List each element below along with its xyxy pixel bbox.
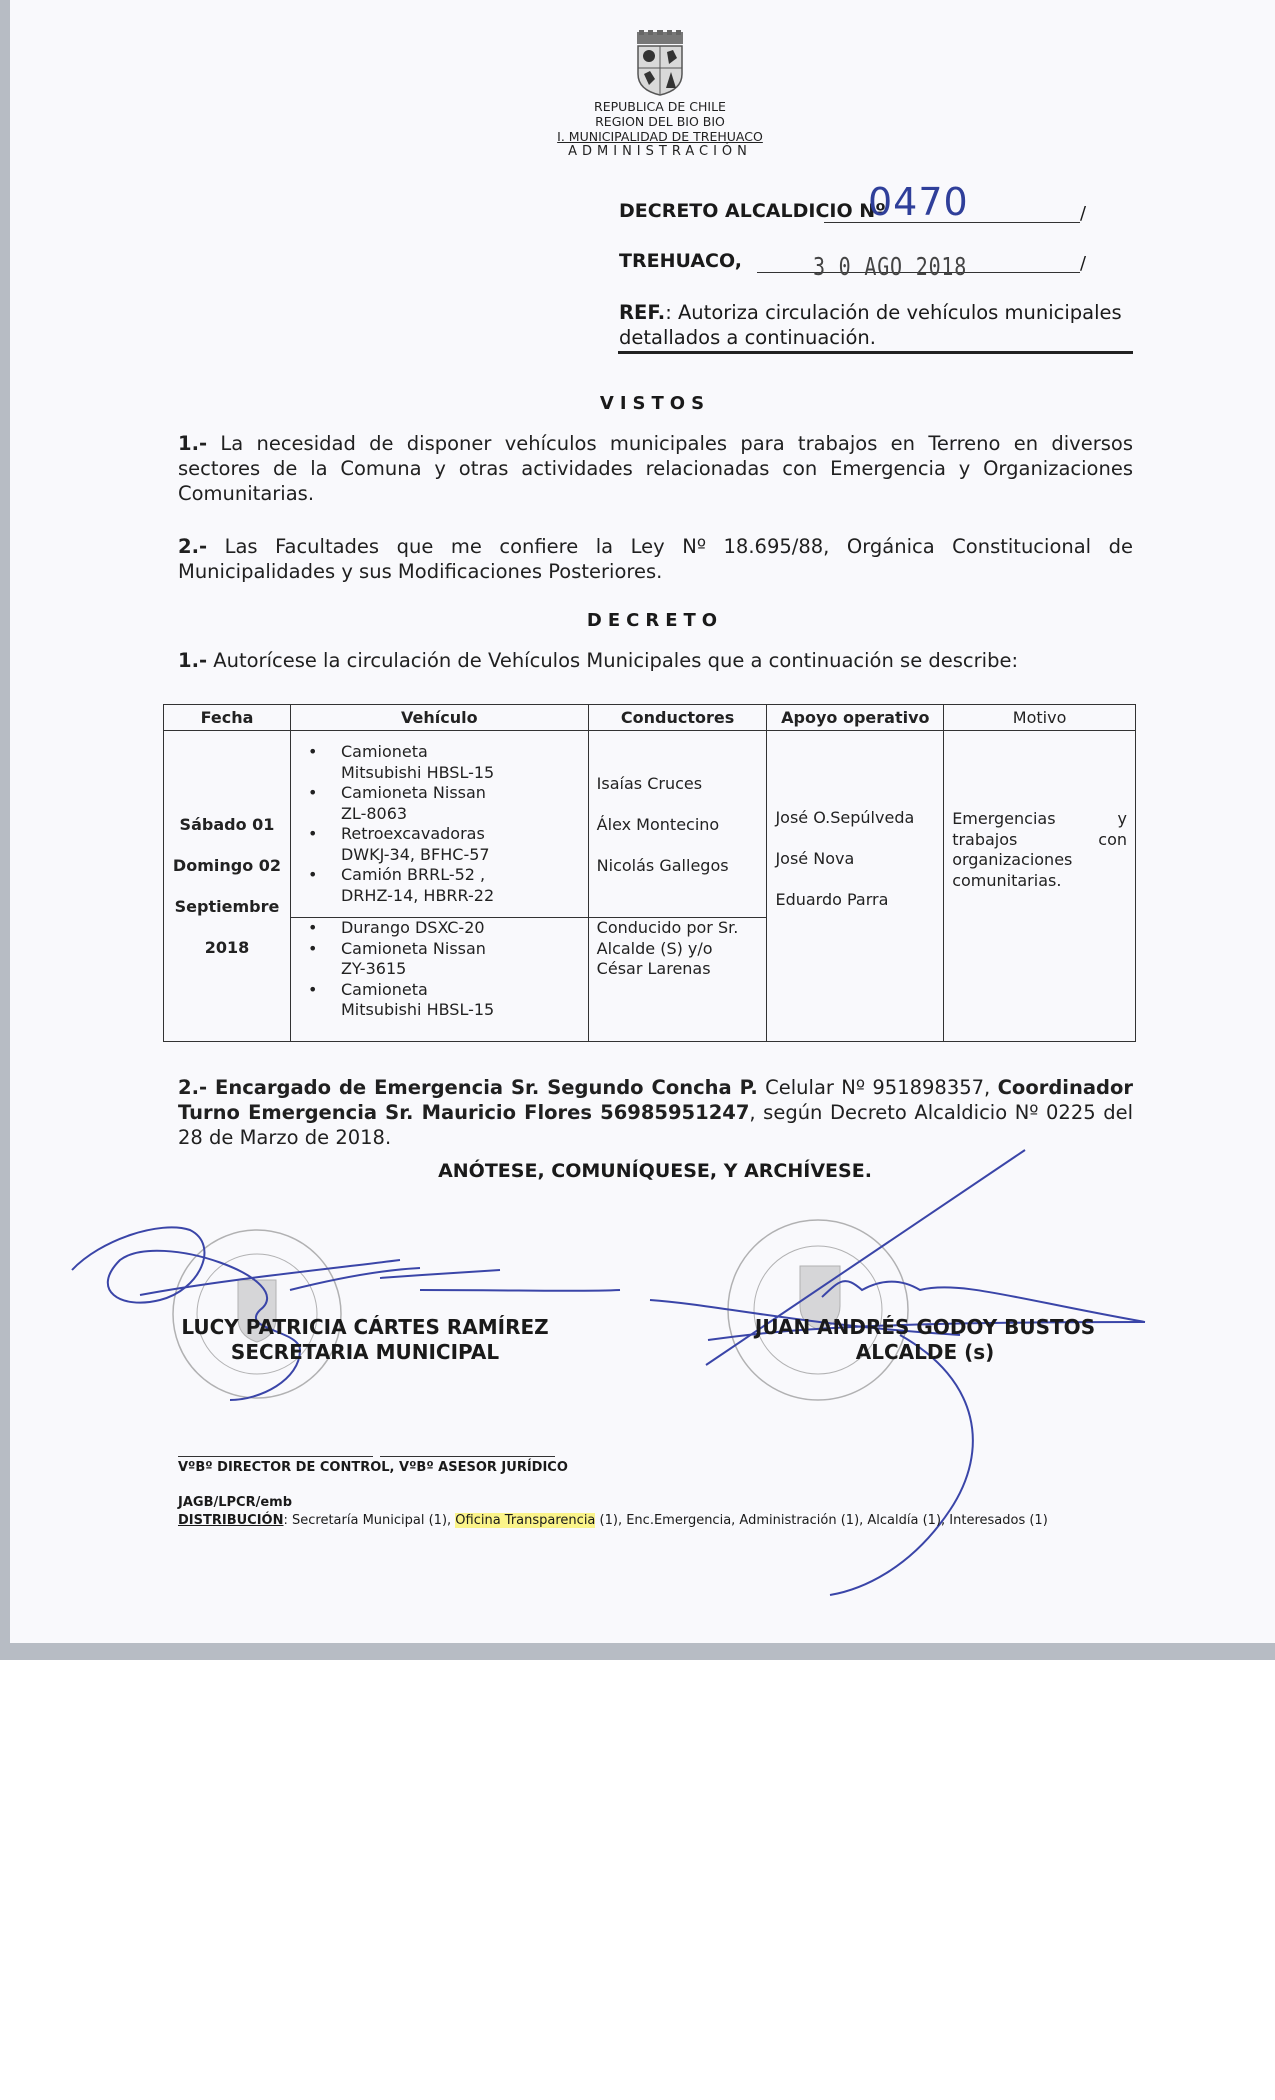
header-fecha: Fecha xyxy=(164,705,291,731)
right-signatory xyxy=(690,1315,1160,1365)
item-number: 2.- xyxy=(178,1076,208,1099)
vb-signature-line-legal xyxy=(380,1456,555,1457)
vehicle-item: • Camioneta Nissan ZL-8063 xyxy=(291,783,511,824)
distribution-label: DISTRIBUCIÓN xyxy=(178,1513,284,1528)
apoyo-name: Eduardo Parra xyxy=(775,890,889,909)
right-signatory-title: ALCALDE (s) xyxy=(855,1340,995,1364)
header-department: ADMINISTRACIÓN xyxy=(568,144,752,159)
motivo-word: con xyxy=(1098,829,1127,849)
closing-formula: ANÓTESE, COMUNÍQUESE, Y ARCHÍVESE. xyxy=(438,1160,872,1182)
apoyo-name: José Nova xyxy=(775,849,855,868)
ref-text: : Autoriza circulación de vehículos municipales detallados a continuación. xyxy=(619,301,1122,349)
header-vehiculo: Vehículo xyxy=(290,705,588,731)
right-signatory-name: JUAN ANDRÉS GODOY BUSTOS xyxy=(754,1315,1096,1339)
motivo-line: comunitarias. xyxy=(952,870,1062,890)
emergency-coordinator: Coordinador Turno Emergencia Sr. Mauricio Flores 56985951247 xyxy=(178,1076,1133,1124)
motivo-word: trabajos xyxy=(952,829,1018,849)
decree-number-slash: / xyxy=(1080,203,1087,224)
header-republic: REPUBLICA DE CHILE xyxy=(594,99,726,114)
drivers-group-2: Conducido por Sr. Alcalde (S) y/o César Larenas xyxy=(588,918,767,1042)
vehicle-item: • Camioneta Mitsubishi HBSL-15 xyxy=(291,742,511,783)
vistos-heading: VISTOS xyxy=(599,393,711,414)
fecha-line: Sábado 01 xyxy=(179,815,275,834)
emergency-manager: Encargado de Emergencia Sr. Segundo Concha P. xyxy=(207,1076,758,1099)
vehicle-item: • Retroexcavadoras DWKJ-34, BFHC-57 xyxy=(291,824,511,865)
header-municipality: I. MUNICIPALIDAD DE TREHUACO xyxy=(557,129,763,144)
left-signatory xyxy=(170,1315,560,1365)
vehicle-item: • Camión BRRL-52 , DRHZ-14, HBRR-22 xyxy=(291,865,521,906)
initials: JAGB/LPCR/emb xyxy=(178,1495,293,1510)
decreto-heading: DECRETO xyxy=(586,610,724,631)
decree-number-handwritten: 0470 xyxy=(868,180,969,224)
header-region: REGION DEL BIO BIO xyxy=(595,114,725,129)
motivo-word: y xyxy=(1117,809,1127,828)
header-apoyo: Apoyo operativo xyxy=(767,705,944,731)
header-motivo: Motivo xyxy=(944,705,1136,731)
left-signatory-title: SECRETARIA MUNICIPAL xyxy=(230,1340,500,1364)
item-number: 2.- xyxy=(178,535,208,558)
fecha-line: Septiembre xyxy=(174,897,280,916)
left-signatory-name: LUCY PATRICIA CÁRTES RAMÍREZ xyxy=(181,1315,549,1339)
distribution-text: (1), Enc.Emergencia, Administración (1), Alcaldía (1), Interesados (1) xyxy=(595,1513,1048,1528)
fecha-line: Domingo 02 xyxy=(172,856,282,875)
apoyo-name: José O.Sepúlveda xyxy=(775,808,915,827)
item-text: Autorícese la circulación de Vehículos Municipales que a continuación se describe: xyxy=(207,649,1019,672)
ref-label: REF. xyxy=(619,301,666,324)
driver-name: Isaías Cruces xyxy=(596,773,703,793)
date-slash: / xyxy=(1080,253,1087,274)
item-text: Las Facultades que me confiere la Ley Nº 18.695/88, Orgánica Constitucional de Municipalidades y sus Modificaciones Posteriores. xyxy=(178,535,1133,583)
fecha-line: 2018 xyxy=(204,938,250,957)
highlighted-recipient: Oficina Transparencia xyxy=(455,1513,596,1528)
date-stamp: 3 0 AGO 2018 xyxy=(813,252,968,281)
item-text: La necesidad de disponer vehículos municipales para trabajos en Terreno en diversos sectores de la Comuna y otras actividades relacionadas con Emergencia y Organizaciones Comunitarias. xyxy=(178,432,1133,505)
left-signature xyxy=(72,1227,620,1400)
driver-name: Álex Montecino xyxy=(596,814,720,834)
item-text: , según Decreto Alcaldicio Nº 0225 del 28 de Marzo de 2018. xyxy=(178,1101,1133,1149)
vb-signature-line-control xyxy=(178,1456,373,1457)
motivo-line: organizaciones xyxy=(952,850,1073,869)
item-text: Celular Nº 951898357, xyxy=(757,1076,998,1099)
item-number: 1.- xyxy=(178,432,208,455)
vehicle-item: • Camioneta Nissan ZY-3615 xyxy=(291,939,491,980)
decree-number-label: DECRETO ALCALDICIO Nº xyxy=(619,200,886,222)
place-label: TREHUACO, xyxy=(619,250,742,272)
vb-approvals: VºBº DIRECTOR DE CONTROL, VºBº ASESOR JURÍDICO xyxy=(178,1460,568,1475)
vehicle-item: • Durango DSXC-20 xyxy=(291,918,511,939)
distribution xyxy=(178,1513,1048,1528)
item-number: 1.- xyxy=(178,649,208,672)
distribution-text: : Secretaría Municipal (1), xyxy=(283,1513,456,1528)
motivo-word: Emergencias xyxy=(952,809,1056,828)
vehicle-item: • Camioneta Mitsubishi HBSL-15 xyxy=(291,980,511,1021)
driver-name: Nicolás Gallegos xyxy=(596,855,729,875)
header-conductores: Conductores xyxy=(588,705,767,731)
right-signature xyxy=(650,1150,1145,1595)
